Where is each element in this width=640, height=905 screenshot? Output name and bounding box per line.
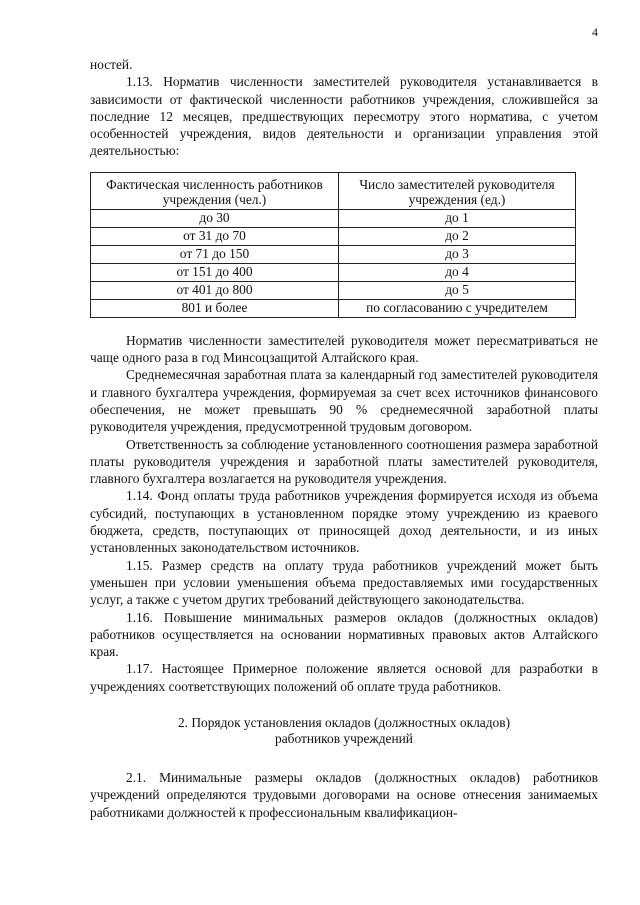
section-heading-line-1: 2. Порядок установления окладов (должностных окладов) [177, 715, 511, 731]
table-cell-deputies: по согласованию с учредителем [339, 299, 576, 317]
table-cell-deputies: до 1 [339, 209, 576, 227]
table-cell-employees: от 151 до 400 [91, 263, 339, 281]
table-row [91, 263, 576, 281]
table-cell-deputies: до 4 [339, 263, 576, 281]
table-header-employees: Фактическая численность работников учреждения (чел.) [91, 172, 339, 209]
table-header-deputies: Число заместителей руководителя учреждения (ед.) [339, 172, 576, 209]
paragraph-responsibility: Ответственность за соблюдение установленного соотношения размера заработной платы руководителя учреждения и заработной платы заместителей руководителя, главного бухгалтера возлагается на руководителя учреждения. [90, 436, 598, 487]
paragraph-average-salary: Среднемесячная заработная плата за календарный год заместителей руководителя и главного бухгалтера учреждения, формируемая за счет всех источников финансового обеспечения, не может превышать 90 % среднемесячной заработной платы руководителя учреждения, предусмотренной трудовым договором. [90, 367, 598, 435]
table-row [91, 299, 576, 317]
document-body [90, 56, 598, 821]
paragraph-1-14: 1.14. Фонд оплаты труда работников учреждения формируется исходя из объема субсидий, поступающих в установленном порядке этому учреждению из краевого бюджета, средств, поступающих от приносящей доход деятельности, и из иных установленных законодательством источников. [90, 488, 598, 556]
section-heading-line-2: работников учреждений [275, 731, 413, 747]
paragraph-2-1: 2.1. Минимальные размеры окладов (должностных окладов) работников учреждений определяются трудовыми договорами на основе отнесения занимаемых работниками должностей к профессиональным квалификацион- [90, 770, 598, 820]
table-cell-deputies: до 5 [339, 281, 576, 299]
table-cell-employees: до 30 [91, 209, 339, 227]
paragraph-1-16: 1.16. Повышение минимальных размеров окладов (должностных окладов) работников осуществляется на основании нормативных правовых актов Алтайского края. [90, 609, 598, 660]
table-row [91, 281, 576, 299]
paragraph-1-15: 1.15. Размер средств на оплату труда работников учреждений может быть уменьшен при условии уменьшения объема предоставляемых ими государственных услуг, а также с учетом других требований действующего законодательства. [90, 557, 598, 608]
table-row [91, 227, 576, 245]
table-cell-deputies: до 3 [339, 245, 576, 263]
table-cell-employees: от 31 до 70 [91, 227, 339, 245]
table-cell-employees: от 71 до 150 [91, 245, 339, 263]
table-cell-employees: от 401 до 800 [91, 281, 339, 299]
table-row [91, 245, 576, 263]
paragraph-1-13: 1.13. Норматив численности заместителей руководителя устанавливается в зависимости от фактической численности работников учреждения, сложившейся за последние 12 месяцев, предшествующих пересмотру этого норматива, с учетом особенностей учреждения, видов деятельности и организации управления этой деятельностью: [90, 74, 598, 159]
paragraph-norm-review: Норматив численности заместителей руководителя может пересматриваться не чаще одного раза в год Минсоцзащитой Алтайского края. [90, 332, 598, 366]
deputy-norm-table [90, 172, 576, 318]
table-cell-deputies: до 2 [339, 227, 576, 245]
section-heading [90, 715, 598, 747]
paragraph-continuation: ностей. [90, 57, 133, 72]
paragraph-1-17: 1.17. Настоящее Примерное положение является основой для разработки в учреждениях соответствующих положений об оплате труда работников. [90, 661, 598, 694]
table-cell-employees: 801 и более [91, 299, 339, 317]
table-row [91, 209, 576, 227]
page-number: 4 [592, 25, 598, 39]
table-header-row [91, 172, 576, 209]
deputy-norm-table-wrap [90, 172, 598, 318]
